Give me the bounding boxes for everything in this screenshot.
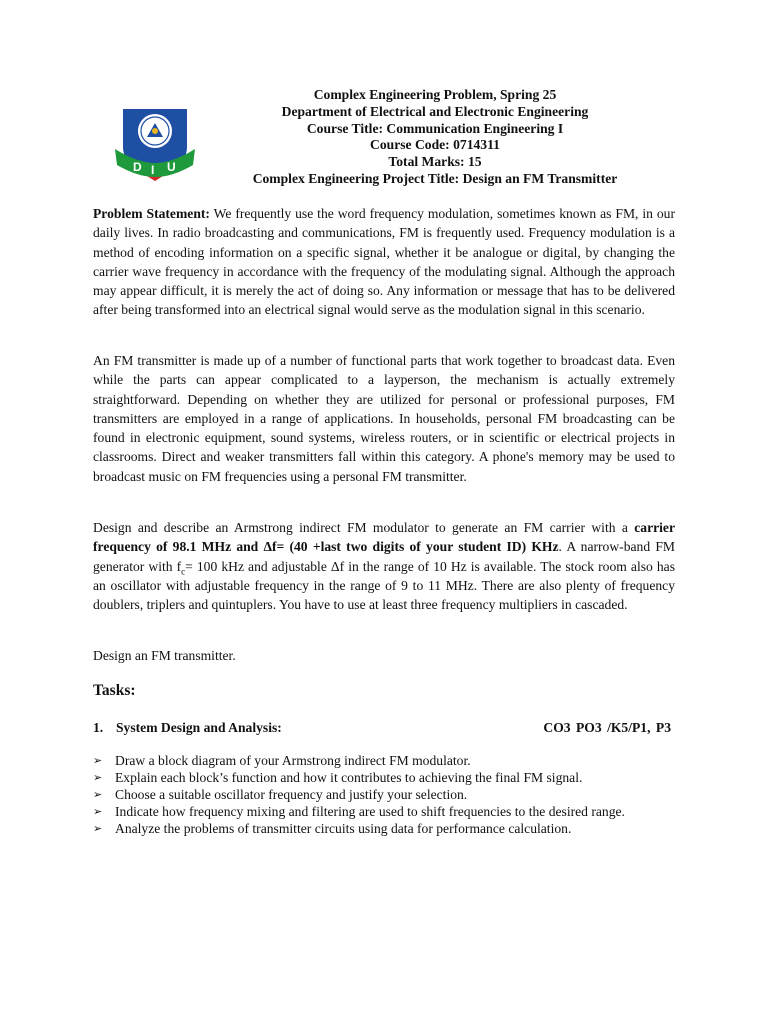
design-text-part3: = 100 kHz and adjustable Δf in the range of 10 Hz is available. The stock room also has an oscillator with adjustable frequency in the range of 9 to 11 MHz. There are also plenty of frequency doublers, triplers and quintuplers. You have to use at least three frequency multipliers in cascaded. [93,558,675,613]
design-text-part2: . A narrow-band FM generator with f [93,539,675,574]
arrow-bullet-icon: ➢ [93,805,103,818]
design-text-part1: Design and describe an Armstrong indirect FM modulator to generate an FM carrier with a [93,520,635,535]
problem-statement-text: We frequently use the word frequency modulation, sometimes known as FM, in our daily lives. In radio broadcasting and communications, FM is frequently used. Frequency modulation is a method of encoding information on a specific signal, whether it be analogue or digital, by changing the carrier wave frequency in accordance with the frequency of the modulating signal. Although the approach may appear difficult, it is merely the act of doing so. Any information or message that has to be delivered after being transformed into an electrical signal would serve as the modulation signal in this scenario. [93,206,675,318]
bullet-text: Indicate how frequency mixing and filtering are used to shift frequencies to the desired range. [115,804,625,819]
arrow-bullet-icon: ➢ [93,754,103,767]
university-logo [111,101,199,185]
arrow-bullet-icon: ➢ [93,788,103,801]
list-item [93,786,675,803]
task-1-heading [93,719,675,737]
arrow-bullet-icon: ➢ [93,822,103,835]
course-code: Course Code: 0714311 [370,137,500,153]
design-requirements-paragraph [93,518,675,614]
task-1-outcomes: CO3 PO3 /K5/P1, P3 [543,720,671,735]
total-marks: Total Marks: 15 [388,154,482,170]
document-header [200,87,670,188]
task-1-bullet-list [93,752,675,837]
project-title: Complex Engineering Project Title: Design an FM Transmitter [252,170,618,186]
list-item [93,752,675,769]
logo-letter-d: D [133,160,142,174]
bullet-text: Analyze the problems of transmitter circuits using data for performance calculation. [115,821,572,836]
bullet-text: Choose a suitable oscillator frequency and justify your selection. [115,787,468,802]
bullet-text: Draw a block diagram of your Armstrong indirect FM modulator. [115,753,471,768]
problem-statement-label: Problem Statement: [93,206,210,221]
bullet-text: Explain each block’s function and how it contributes to achieving the final FM signal. [115,770,583,785]
list-item [93,820,675,837]
task-1-title: System Design and Analysis: [116,720,282,735]
logo-letter-i: I [151,163,155,177]
list-item [93,803,675,820]
arrow-bullet-icon: ➢ [93,771,103,784]
design-instruction: Design an FM transmitter. [93,648,236,663]
tasks-heading: Tasks: [93,682,136,699]
course-title: Course Title: Communication Engineering I [306,120,564,136]
logo-letter-u: U [167,160,176,174]
exam-title: Complex Engineering Problem, Spring 25 [313,87,557,102]
problem-statement [93,204,675,320]
fc-subscript: c [181,566,186,577]
fm-transmitter-paragraph: An FM transmitter is made up of a number of functional parts that work together to broadcast data. Even while the parts can appear complicated to a layperson, the mechanism is actually extremely straightforward. Depending on whether they are utilized for personal or professional purposes, FM transmitters are employed in a range of applications. In households, personal FM broadcasting can be found in electronic equipment, sound systems, wireless routers, or in scientific or electrical projects in classrooms. Direct and weaker transmitters fall within this category. A phone's memory may be used to broadcast music on FM frequencies using a personal FM transmitter. [93,353,675,484]
carrier-frequency-spec: carrier frequency of 98.1 MHz and Δf= (40 +last two digits of your student ID) KHz [93,520,675,555]
list-item [93,769,675,786]
task-1-number: 1. [93,720,104,735]
department-name: Department of Electrical and Electronic Engineering [281,103,589,119]
